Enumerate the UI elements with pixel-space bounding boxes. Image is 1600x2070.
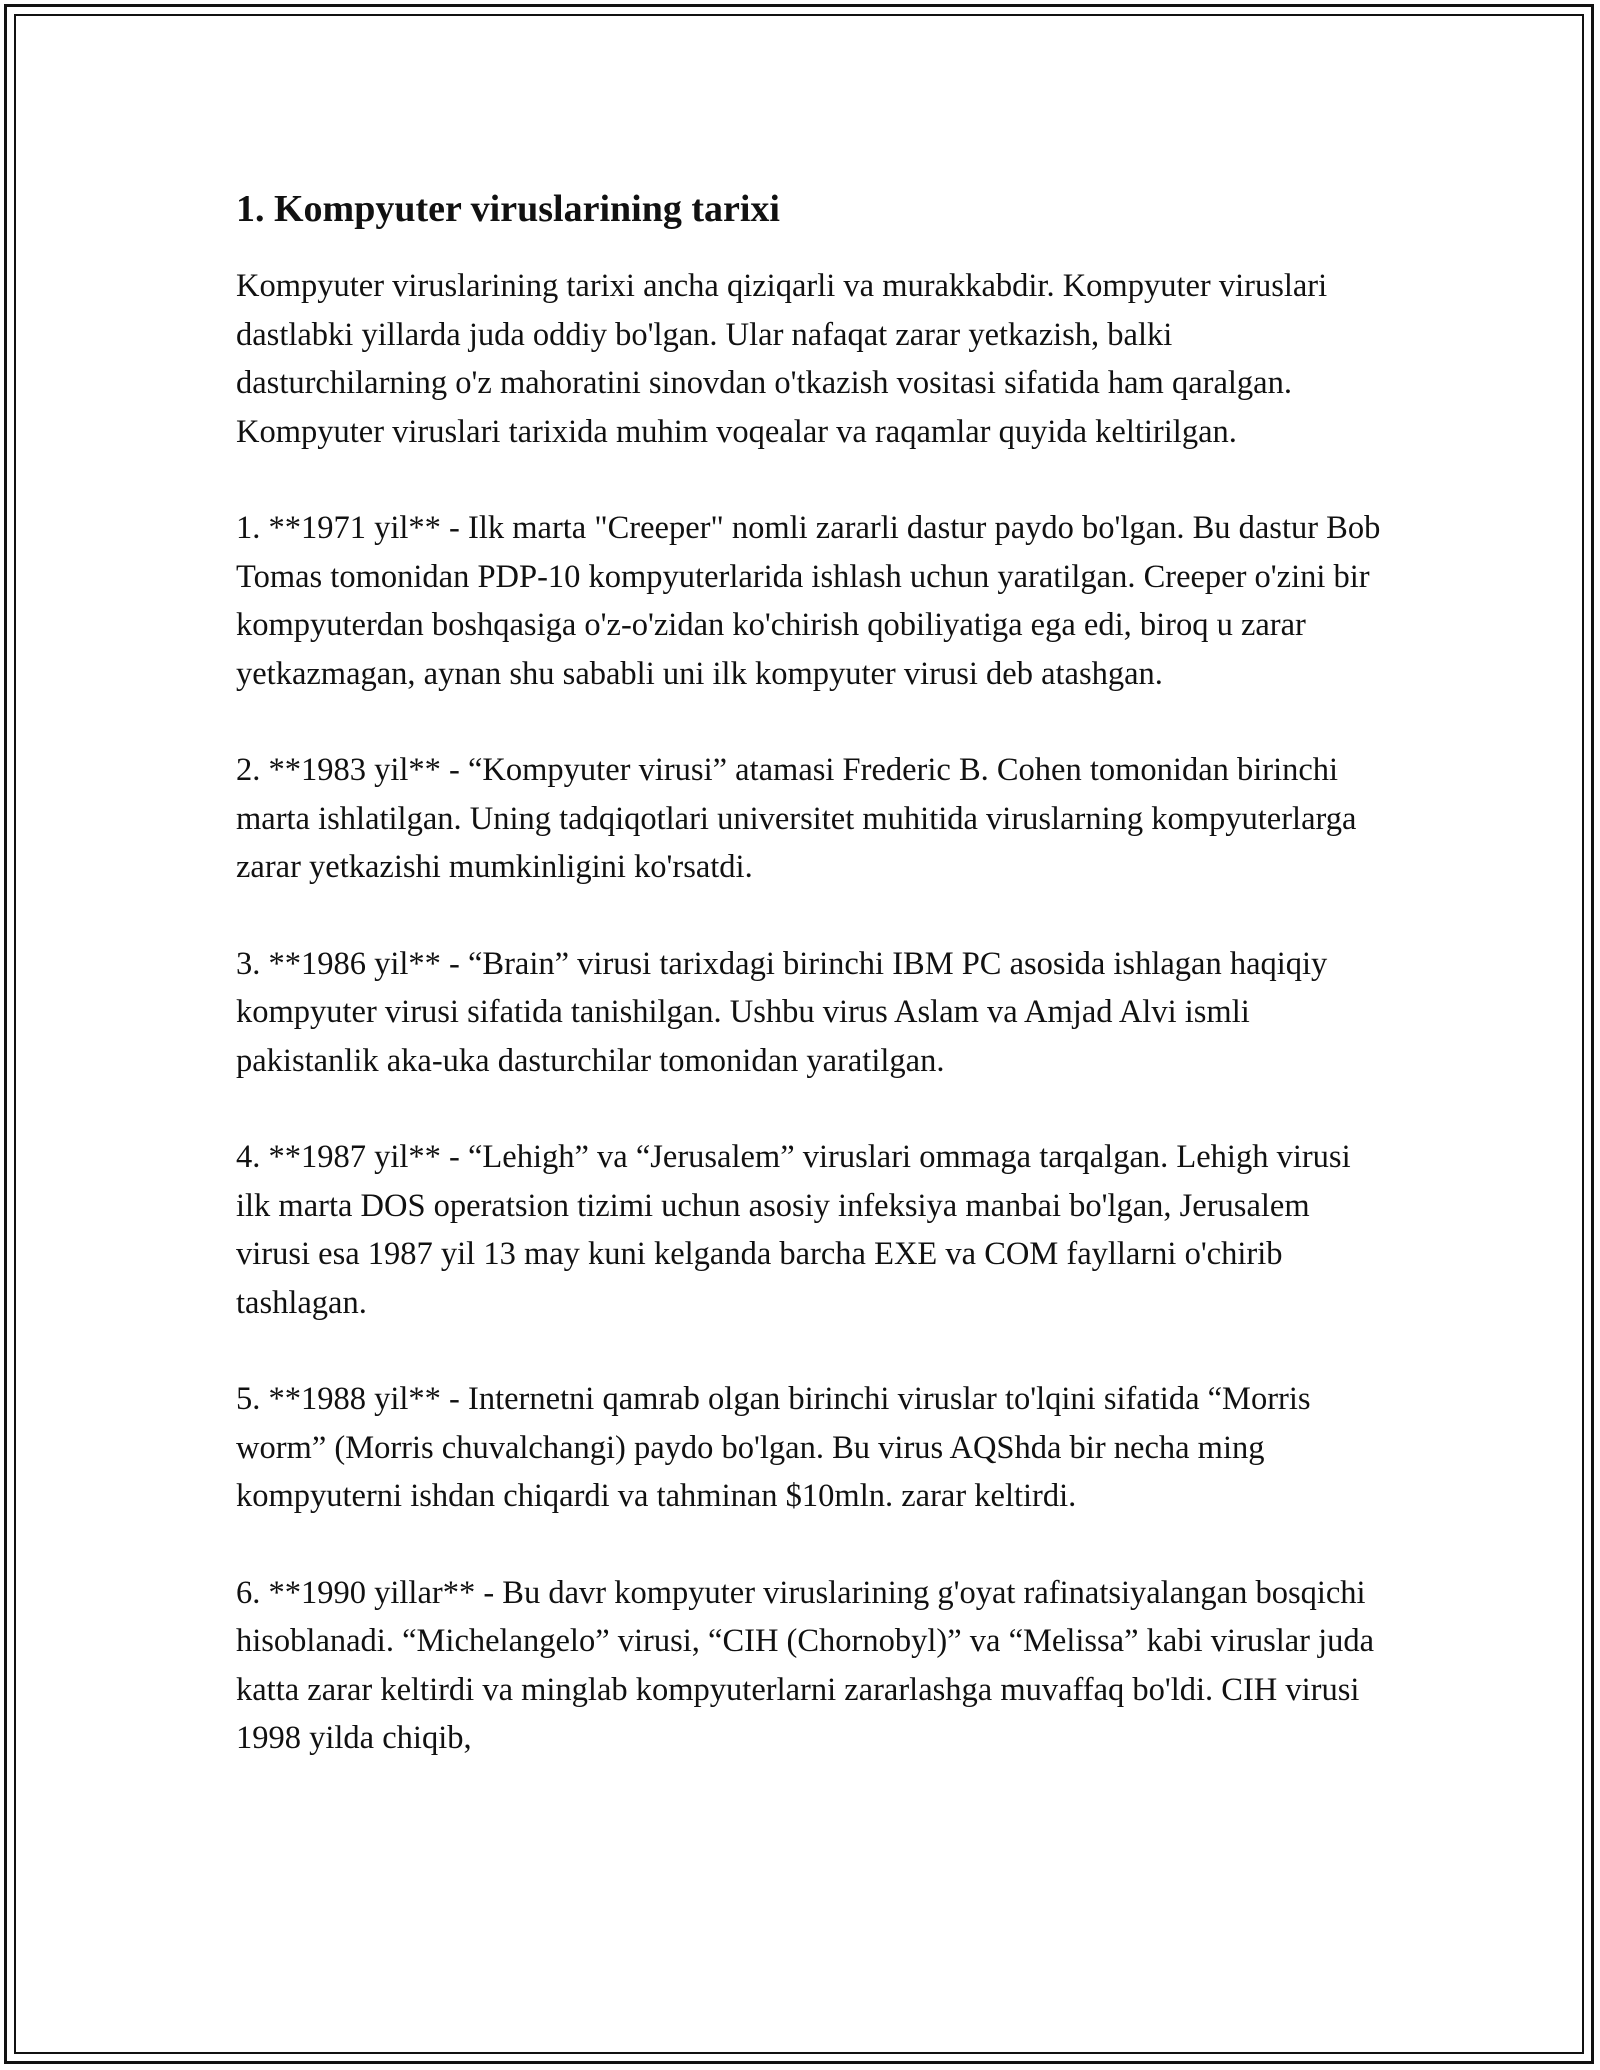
document-body [236,186,1386,1763]
list-item-1986: 3. **1986 yil** - “Brain” virusi tarixdagi birinchi IBM PC asosida ishlagan haqiqiy kompyuter virusi sifatida tanishilgan. Ushbu virus Aslam va Amjad Alvi ismli pakistanlik aka-uka dasturchilar tomonidan yaratilgan. [236,945,1328,1079]
list-item-1990s: 6. **1990 yillar** - Bu davr kompyuter viruslarining g'oyat rafinatsiyalangan bosqichi hisoblanadi. “Michelangelo” virusi, “CIH (Chornobyl)” va “Melissa” kabi viruslar juda katta zarar keltirdi va minglab kompyuterlarni zararlashga muvaffaq bo'ldi. CIH virusi 1998 yilda chiqib, [236,1574,1375,1756]
intro-paragraph: Kompyuter viruslarining tarixi ancha qiziqarli va murakkabdir. Kompyuter viruslari dastlabki yillarda juda oddiy bo'lgan. Ular nafaqat zarar yetkazish, balki dasturchilarning o'z mahoratini sinovdan o'tkazish vositasi sifatida ham qaralgan. Kompyuter viruslari tarixida muhim voqealar va raqamlar quyida keltirilgan. [236,268,1328,450]
list-item-1971: 1. **1971 yil** - Ilk marta "Creeper" nomli zararli dastur paydo bo'lgan. Bu dastur Bob Tomas tomonidan PDP-10 kompyuterlarida ishlash uchun yaratilgan. Creeper o'zini bir kompyuterdan boshqasiga o'z-o'zidan ko'chirish qobiliyatiga ega edi, biroq u zarar yetkazmagan, aynan shu sababli uni ilk kompyuter virusi deb atashgan. [236,510,1381,692]
section-heading: 1. Kompyuter viruslarining tarixi [236,188,780,230]
list-item-1987: 4. **1987 yil** - “Lehigh” va “Jerusalem” viruslari ommaga tarqalgan. Lehigh virusi ilk marta DOS operatsion tizimi uchun asosiy infeksiya manbai bo'lgan, Jerusalem virusi esa 1987 yil 13 may kuni kelganda barcha EXE va COM fayllarni o'chirib tashlagan. [236,1139,1351,1321]
list-item-1983: 2. **1983 yil** - “Kompyuter virusi” atamasi Frederic B. Cohen tomonidan birinchi marta ishlatilgan. Uning tadqiqotlari universitet muhitida viruslarning kompyuterlarga zarar yetkazishi mumkinligini ko'rsatdi. [236,752,1357,885]
list-item-1988: 5. **1988 yil** - Internetni qamrab olgan birinchi viruslar to'lqini sifatida “Morris worm” (Morris chuvalchangi) paydo bo'lgan. Bu virus AQShda bir necha ming kompyuterni ishdan chiqardi va tahminan $10mln. zarar keltirdi. [236,1381,1311,1514]
